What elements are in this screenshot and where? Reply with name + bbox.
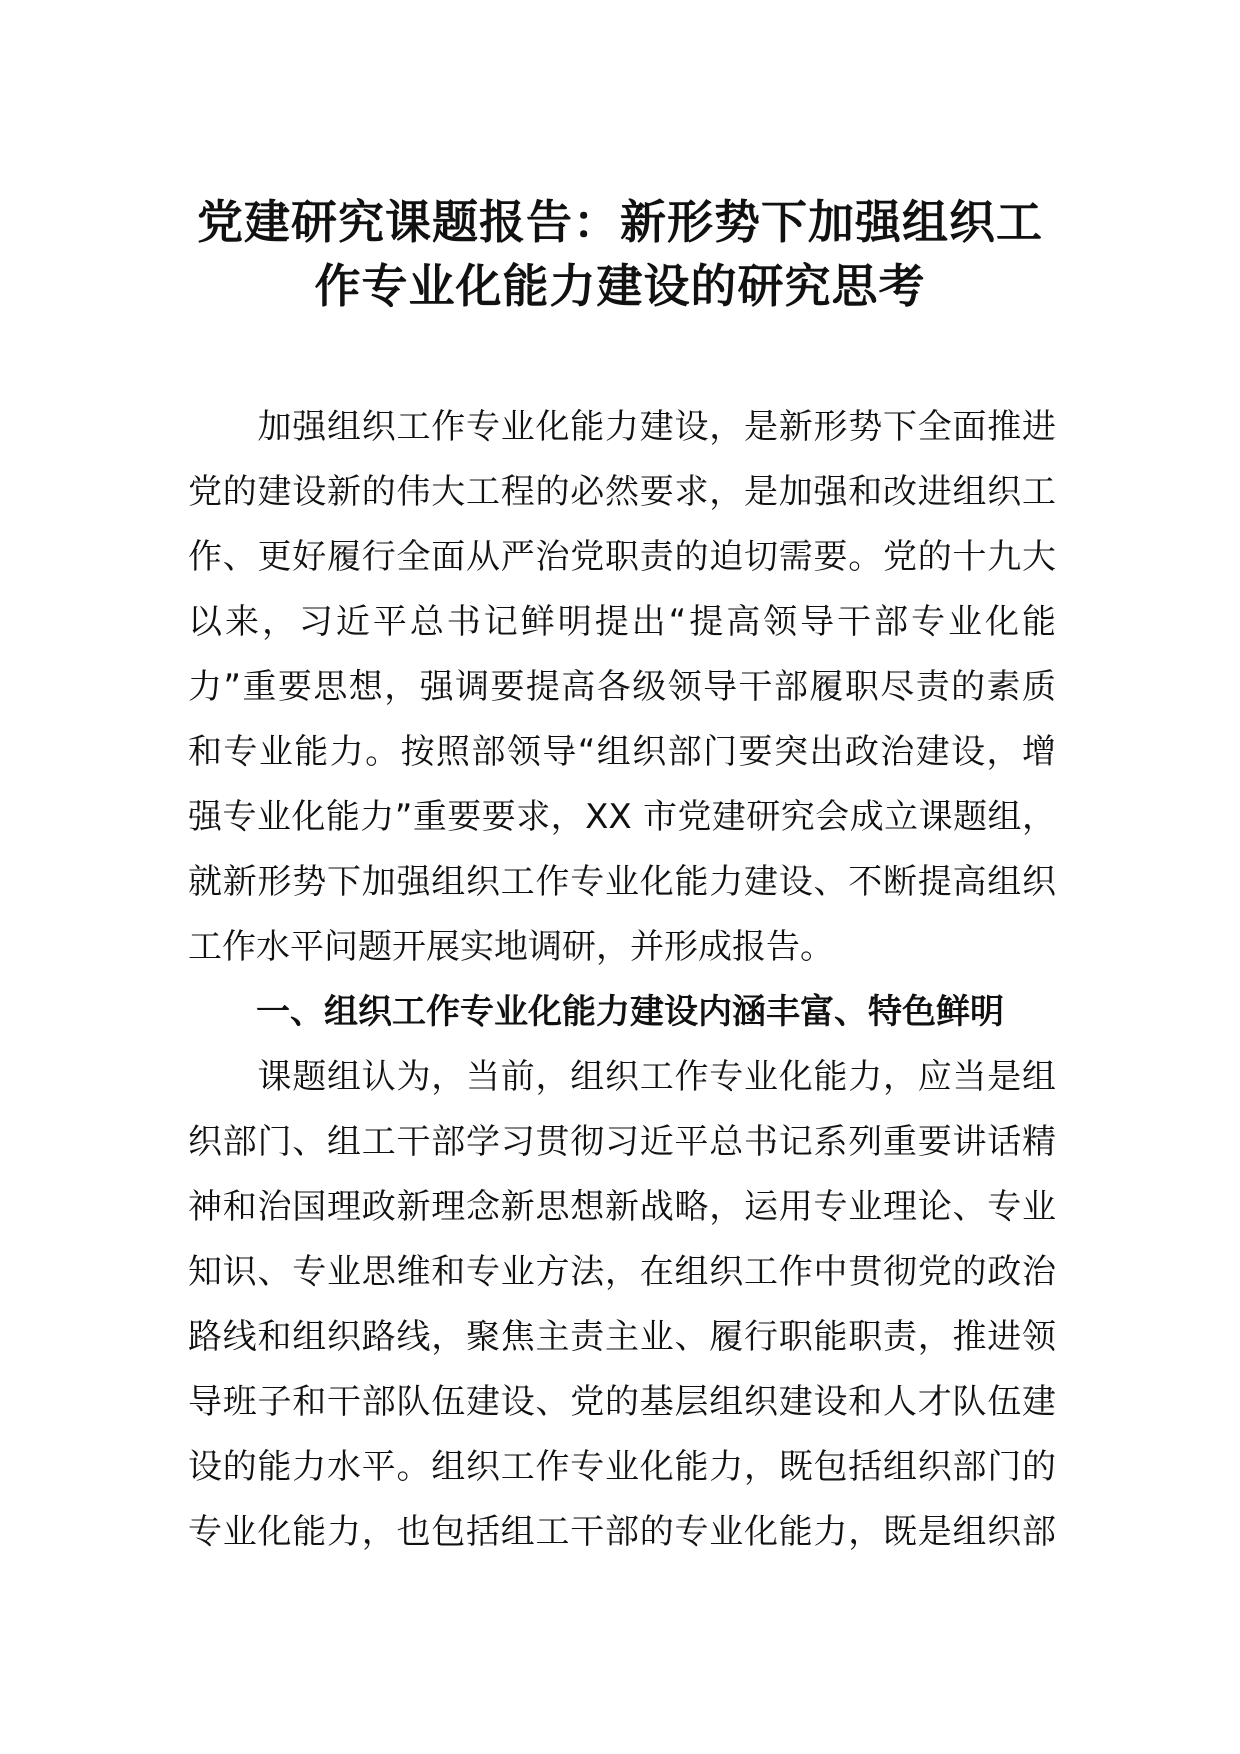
paragraph-2 <box>188 1045 1056 1565</box>
text-line: 设的能力水平。组织工作专业化能力，既包括组织部门的 <box>188 1447 1056 1487</box>
text-line: 和专业能力。按照部领导“组织部门要突出政治建设，增 <box>188 732 1056 772</box>
document-body <box>188 395 1056 1565</box>
text-line: 强专业化能力”重要要求，XX 市党建研究会成立课题组， <box>188 797 1056 837</box>
text-line: 导班子和干部队伍建设、党的基层组织建设和人才队伍建 <box>188 1382 1056 1422</box>
paragraph-1 <box>188 395 1056 980</box>
title-line-2: 作专业化能力建设的研究思考 <box>314 259 926 313</box>
text-line: 党的建设新的伟大工程的必然要求，是加强和改进组织工 <box>188 472 1056 512</box>
text-line: 织部门、组工干部学习贯彻习近平总书记系列重要讲话精 <box>188 1122 1056 1162</box>
document-title <box>150 190 1090 318</box>
text-line: 课题组认为，当前，组织工作专业化能力，应当是组 <box>188 1057 1056 1097</box>
text-line: 神和治国理政新理念新思想新战略，运用专业理论、专业 <box>188 1187 1056 1227</box>
title-line-1: 党建研究课题报告：新形势下加强组织工 <box>197 195 1043 249</box>
text-line: 作、更好履行全面从严治党职责的迫切需要。党的十九大 <box>188 537 1056 577</box>
text-line: 工作水平问题开展实地调研，并形成报告。 <box>188 927 834 967</box>
section-heading: 一、组织工作专业化能力建设内涵丰富、特色鲜明 <box>256 992 1004 1032</box>
text-line: 路线和组织路线，聚焦主责主业、履行职能职责，推进领 <box>188 1317 1056 1357</box>
text-line: 加强组织工作专业化能力建设，是新形势下全面推进 <box>188 407 1056 447</box>
text-line: 以来，习近平总书记鲜明提出“提高领导干部专业化能 <box>188 602 1056 642</box>
text-line: 知识、专业思维和专业方法，在组织工作中贯彻党的政治 <box>188 1252 1056 1292</box>
text-line: 专业化能力，也包括组工干部的专业化能力，既是组织部 <box>188 1512 1056 1552</box>
text-line: 就新形势下加强组织工作专业化能力建设、不断提高组织 <box>188 862 1056 902</box>
text-line: 力”重要思想，强调要提高各级领导干部履职尽责的素质 <box>188 667 1056 707</box>
